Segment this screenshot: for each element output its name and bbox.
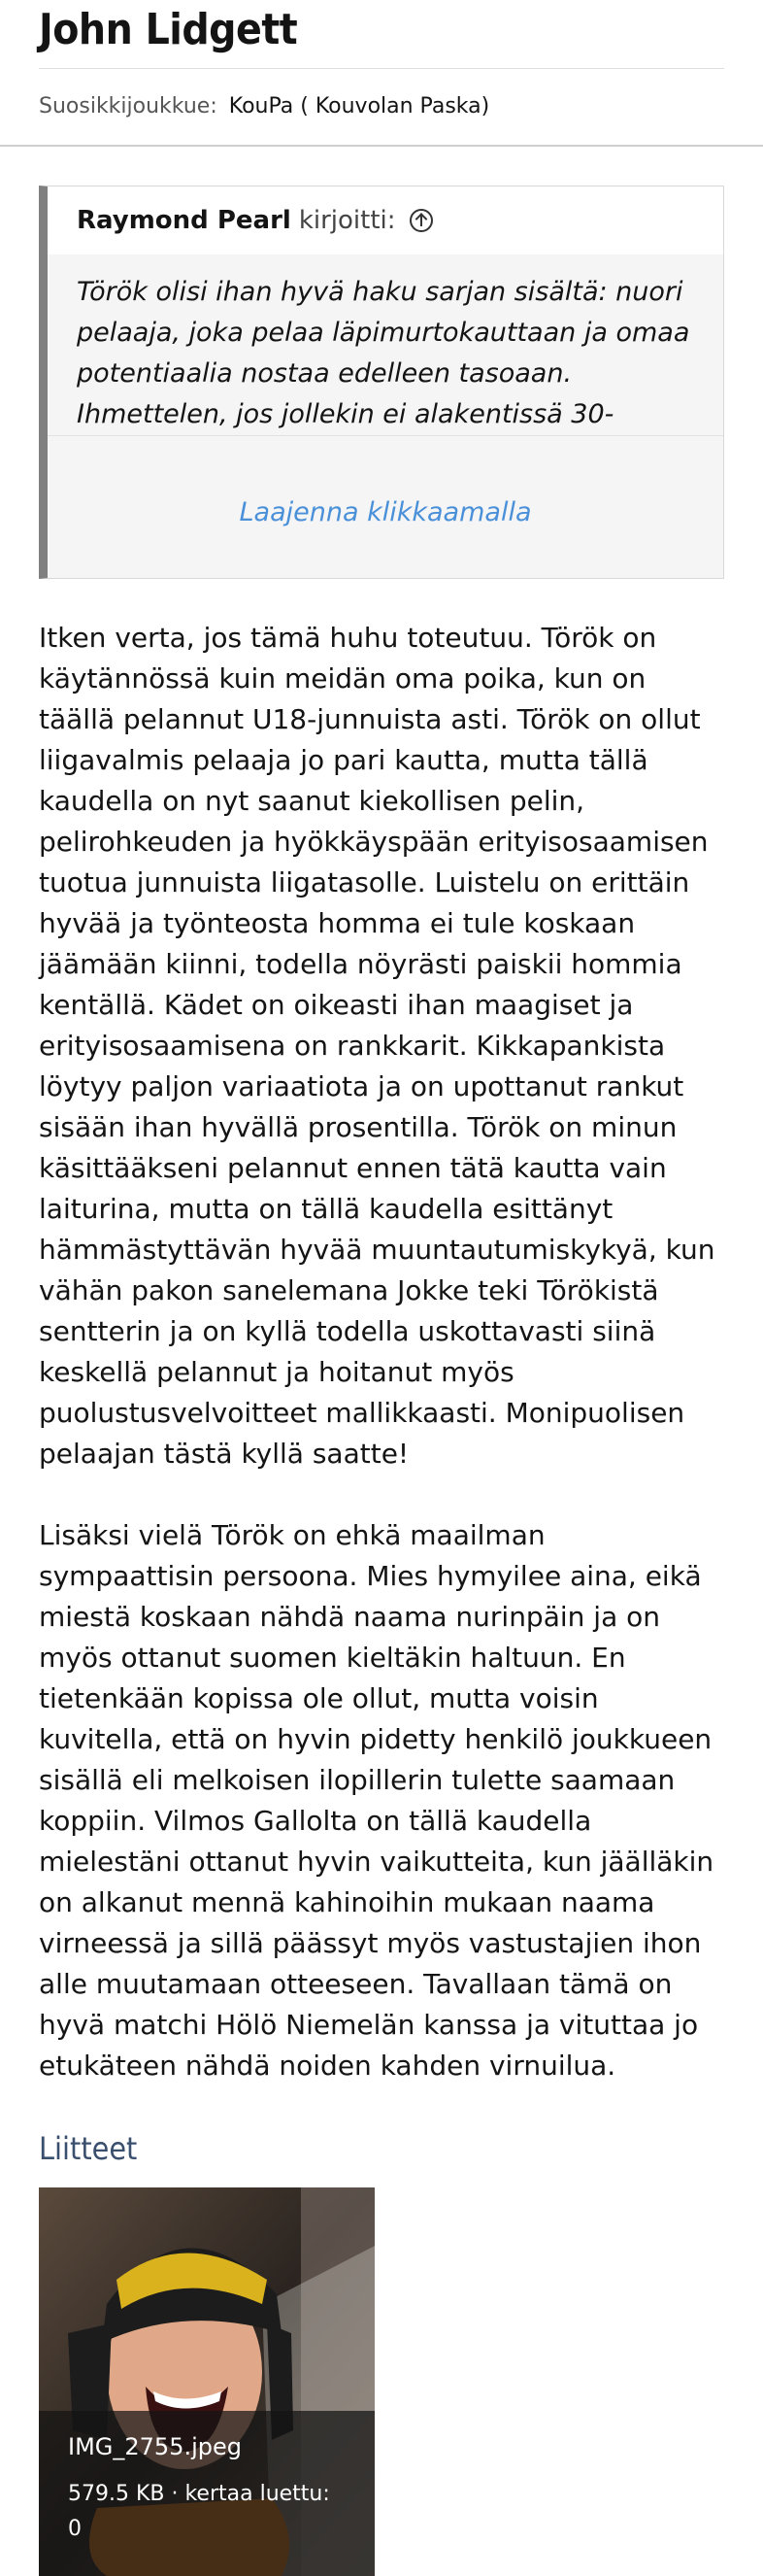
quote-text: Török olisi ihan hyvä haku sarjan sisältä: nuori pelaaja, joka pelaa läpimurtokauttaan ja omaa potentiaalia nostaa edelleen tasoaan. Ihmettelen, jos jollekin ei alakentissä 30- xyxy=(48,254,723,443)
quote-author[interactable]: Raymond Pearl xyxy=(77,206,291,235)
quote-wrote-label: kirjoitti: xyxy=(298,206,396,235)
attachment-meta: 579.5 KB · kertaa luettu: 0 xyxy=(68,2482,330,2541)
attachment-thumbnail[interactable] xyxy=(39,2187,375,2576)
attachments-title: Liitteet xyxy=(39,2130,138,2167)
username[interactable]: John Lidgett xyxy=(39,5,298,54)
post-paragraph: Lisäksi vielä Török on ehkä maailman sympaattisin persoona. Mies hymyilee aina, eikä miestä koskaan nähdä naama nurinpäin ja on myös ottanut suomen kieltäkin haltuun. En tietenkään kopissa ole ollut, mutta voisin kuvitella, että on hyvin pidetty henkilö joukkueen sisällä eli melkoisen ilopillerin tulette saamaan koppiin. Vilmos Gallolta on tällä kaudella mielestäni ottanut hyvin vaikutteita, kun jäälläkin on alkanut mennä kahinoihin mukaan naama virneessä ja sillä päässyt myös vastustajien ihon alle muutamaan otteeseen. Tavallaan tämä on hyvä matchi Hölö Niemelän kanssa ja vituttaa jo etukäteen nähdä noiden kahden virnuilua. xyxy=(39,1519,714,2082)
header-divider xyxy=(0,145,763,147)
attachment-filename[interactable]: IMG_2755.jpeg xyxy=(68,2433,242,2460)
quote-header xyxy=(48,186,723,254)
attachment-caption xyxy=(39,2411,375,2576)
quote-expand-link[interactable]: Laajenna klikkaamalla xyxy=(48,435,723,578)
post-body xyxy=(0,579,763,2086)
jump-to-quoted-icon[interactable] xyxy=(410,209,433,232)
favorite-team-label: Suosikkijoukkue: xyxy=(39,93,217,119)
favorite-team-value: KouPa ( Kouvolan Paska) xyxy=(228,93,490,119)
user-header xyxy=(0,0,763,143)
favorite-team-row xyxy=(39,68,724,143)
post-paragraph: Itken verta, jos tämä huhu toteutuu. Török on käytännössä kuin meidän oma poika, kun on täällä pelannut U18-junnuista asti. Török on ollut liigavalmis pelaaja jo pari kautta, mutta tällä kaudella on nyt saanut kiekollisen pelin, pelirohkeuden ja hyökkäyspään erityisosaamisen tuotua junnuista liigatasolle. Luistelu on erittäin hyvää ja työnteosta homma ei tule koskaan jäämään kiinni, todella nöyrästi paiskii hommia kentällä. Kädet on oikeasti ihan maagiset ja erityisosaamisena on rankkarit. Kikkapankista löytyy paljon variaatiota ja on upottanut rankut sisään ihan hyvällä prosentilla. Török on minun käsittääkseni pelannut ennen tätä kautta vain laiturina, mutta on tällä kaudella esittänyt hämmästyttävän hyvää muuntautumiskykyä, kun vähän pakon sanelemana Jokke teki Törökistä sentterin ja on kyllä todella uskottavasti siinä keskellä pelannut ja hoitanut myös puolustusvelvoitteet mallikkaasti. Monipuolisen pelaajan tästä kyllä saatte! xyxy=(39,622,715,1470)
quote-block xyxy=(39,186,724,579)
